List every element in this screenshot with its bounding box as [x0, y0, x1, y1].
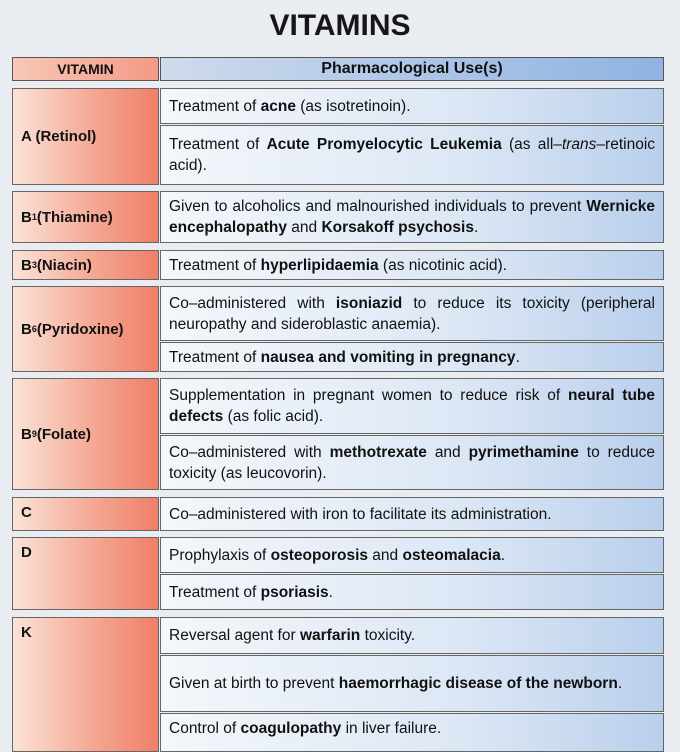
row-vitamin-k — [12, 617, 664, 752]
vitamin-name-c: C — [12, 497, 159, 531]
row-vitamin-a — [12, 88, 664, 185]
row-vitamin-c — [12, 497, 664, 531]
row-vitamin-b1 — [12, 191, 664, 243]
use-cell: Supplementation in pregnant women to reduce risk of neural tube defects (as folic acid). — [160, 378, 664, 434]
use-cell: Treatment of nausea and vomiting in pregnancy. — [160, 342, 664, 372]
use-cell: Control of coagulopathy in liver failure. — [160, 713, 664, 752]
use-cell: Given at birth to prevent haemorrhagic disease of the newborn. — [160, 655, 664, 712]
use-cell: Reversal agent for warfarin toxicity. — [160, 617, 664, 654]
use-cell: Treatment of Acute Promyelocytic Leukemia (as all–trans–retinoic acid). — [160, 125, 664, 185]
page-title: VITAMINS — [269, 9, 411, 42]
vitamin-name-b9: B 9 (Folate) — [12, 378, 159, 490]
row-vitamin-b6 — [12, 286, 664, 372]
vitamin-name-b1: B 1 (Thiamine) — [12, 191, 159, 243]
vitamin-name-a: A (Retinol) — [12, 88, 159, 185]
use-cell: Co–administered with iron to facilitate its administration. — [160, 497, 664, 531]
row-vitamin-d — [12, 537, 664, 610]
header-uses: Pharmacological Use(s) — [160, 57, 664, 81]
vitamin-name-d: D — [12, 537, 159, 610]
row-vitamin-b9 — [12, 378, 664, 490]
vitamin-name-b6: B 6 (Pyridoxine) — [12, 286, 159, 372]
use-cell: Prophylaxis of osteoporosis and osteomalacia. — [160, 537, 664, 573]
use-cell: Treatment of acne (as isotretinoin). — [160, 88, 664, 124]
vitamin-name-b3: B 3 (Niacin) — [12, 250, 159, 280]
row-vitamin-b3 — [12, 250, 664, 280]
vitamin-name-k: K — [12, 617, 159, 752]
use-cell: Given to alcoholics and malnourished individuals to prevent Wernicke encephalopathy and Korsakoff psychosis. — [160, 191, 664, 243]
use-cell: Co–administered with methotrexate and pyrimethamine to reduce toxicity (as leucovorin). — [160, 435, 664, 490]
header-vitamin: VITAMIN — [12, 57, 159, 81]
use-cell: Treatment of hyperlipidaemia (as nicotinic acid). — [160, 250, 664, 280]
use-cell: Treatment of psoriasis. — [160, 574, 664, 610]
use-cell: Co–administered with isoniazid to reduce its toxicity (peripheral neuropathy and sideroblastic anaemia). — [160, 286, 664, 341]
